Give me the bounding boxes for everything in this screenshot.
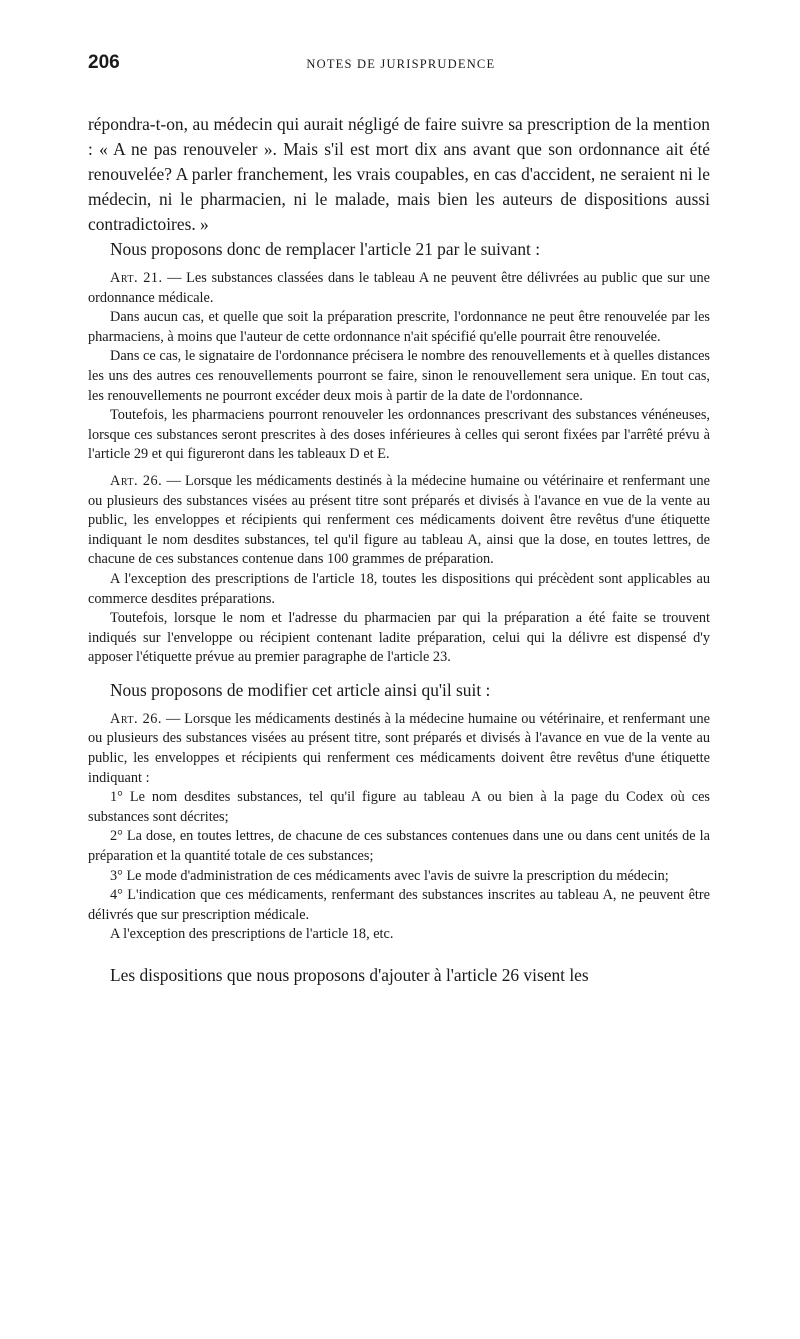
paragraph-text: Nous proposons donc de remplacer l'article 21 par le suivant : xyxy=(110,239,541,259)
article-number: Art. 26. xyxy=(110,710,162,727)
document-page xyxy=(88,52,710,988)
paragraph-text: — Les substances classées dans le tableau A ne peuvent être délivrées au public que sur une ordonnance médicale. xyxy=(88,270,710,306)
paragraph-text: Toutefois, lorsque le nom et l'adresse du pharmacien par qui la préparation a été faite se trouvent indiqués sur l'enveloppe ou récipient contenant ladite préparation, celui qui la délivre est dispensé d'y apposer l'étiquette prévue au premier paragraphe de l'article 23. xyxy=(88,610,710,666)
paragraph xyxy=(88,710,710,788)
paragraph-text: A l'exception des prescriptions de l'article 18, etc. xyxy=(110,926,394,943)
paragraph xyxy=(88,609,710,668)
paragraph xyxy=(88,308,710,347)
paragraph xyxy=(88,886,710,925)
paragraph xyxy=(88,678,710,703)
document-body xyxy=(88,112,710,988)
paragraph-text: Dans aucun cas, et quelle que soit la préparation prescrite, l'ordonnance ne peut être renouvelée par les pharmaciens, à moins que l'auteur de cette ordonnance n'ait spécifié qu'elle pourrait être renouvelée. xyxy=(88,309,710,345)
paragraph-text: Toutefois, les pharmaciens pourront renouveler les ordonnances prescrivant des substances vénéneuses, lorsque ces substances seront prescrites à des doses inférieures à celles qui seront fixées par l'arrêté prévu à l'article 29 et qui figureront dans les tableaux D et E. xyxy=(88,407,710,463)
paragraph-text: 1° Le nom desdites substances, tel qu'il figure au tableau A ou bien à la page du Codex où ces substances sont décrites; xyxy=(88,789,710,825)
paragraph-text: A l'exception des prescriptions de l'article 18, toutes les dispositions qui précèdent sont applicables au commerce desdites préparations. xyxy=(88,570,710,607)
paragraph xyxy=(88,269,710,308)
page-number: 206 xyxy=(88,52,120,73)
paragraph-text: Nous proposons de modifier cet article ainsi qu'il suit : xyxy=(110,679,491,700)
paragraph xyxy=(88,925,710,945)
page-header xyxy=(88,52,710,92)
paragraph-text: — Lorsque les médicaments destinés à la médecine humaine ou vétérinaire, et renfermant une ou plusieurs des substances visées au présent titre, sont préparés et divisés à l'avance en vue de la vente au public, les enveloppes et récipients qui renferment ces médicaments doivent être revêtus d'une étiquette indiquant : xyxy=(88,710,710,786)
paragraph-text: 3° Le mode d'administration de ces médicaments avec l'avis de suivre la prescription du médecin; xyxy=(110,867,669,884)
paragraph-text: — Lorsque les médicaments destinés à la médecine humaine ou vétérinaire et renfermant une ou plusieurs des substances visées au présent titre sont préparés et divisés à l'avance en vue de la vente au public, les enveloppes et récipients qui renferment ces médicaments doivent être revêtus d'une étiquette indiquant le nom desdites substances, tel qu'il figure au tableau A, ainsi que la dose, en toutes lettres, de chacune de ces substances contenue dans 100 grammes de préparation. xyxy=(88,472,710,568)
paragraph xyxy=(88,237,710,262)
article-number: Art. 21. xyxy=(110,270,163,286)
paragraph xyxy=(88,788,710,827)
paragraph xyxy=(88,406,710,465)
paragraph-text: 4° L'indication que ces médicaments, renfermant des substances inscrites au tableau A, ne peuvent être délivrés que sur prescription médicale. xyxy=(88,887,710,923)
paragraph xyxy=(88,827,710,866)
running-title: NOTES DE JURISPRUDENCE xyxy=(306,57,496,71)
paragraph xyxy=(88,347,710,406)
paragraph xyxy=(88,570,710,609)
paragraph xyxy=(88,472,710,570)
article-number: Art. 26. xyxy=(110,472,163,489)
paragraph-text: Dans ce cas, le signataire de l'ordonnance précisera le nombre des renouvellements et à quelles distances les uns des autres ces renouvellements pourront se faire, sinon le renouvellement sera unique. En tout cas, les renouvellements ne pourront excéder deux mois à partir de la date de l'ordonnance. xyxy=(88,348,710,404)
paragraph xyxy=(88,867,710,887)
paragraph-text: répondra-t-on, au médecin qui aurait négligé de faire suivre sa prescription de la mention : « A ne pas renouveler ». Mais s'il est mort dix ans avant que son ordonnance ait été renouvelée? A parler franchement, les vrais coupables, en cas d'accident, ne seraient ni le médecin, ni le pharmacien, ni le malade, mais bien les auteurs de dispositions aussi contradictoires. » xyxy=(88,114,710,234)
paragraph-text: 2° La dose, en toutes lettres, de chacune de ces substances contenues dans une ou dans cent unités de la préparation et la quantité totale de ces substances; xyxy=(88,828,710,865)
paragraph-text: Les dispositions que nous proposons d'ajouter à l'article 26 visent les xyxy=(110,965,589,985)
paragraph xyxy=(88,112,710,237)
paragraph xyxy=(88,963,710,988)
